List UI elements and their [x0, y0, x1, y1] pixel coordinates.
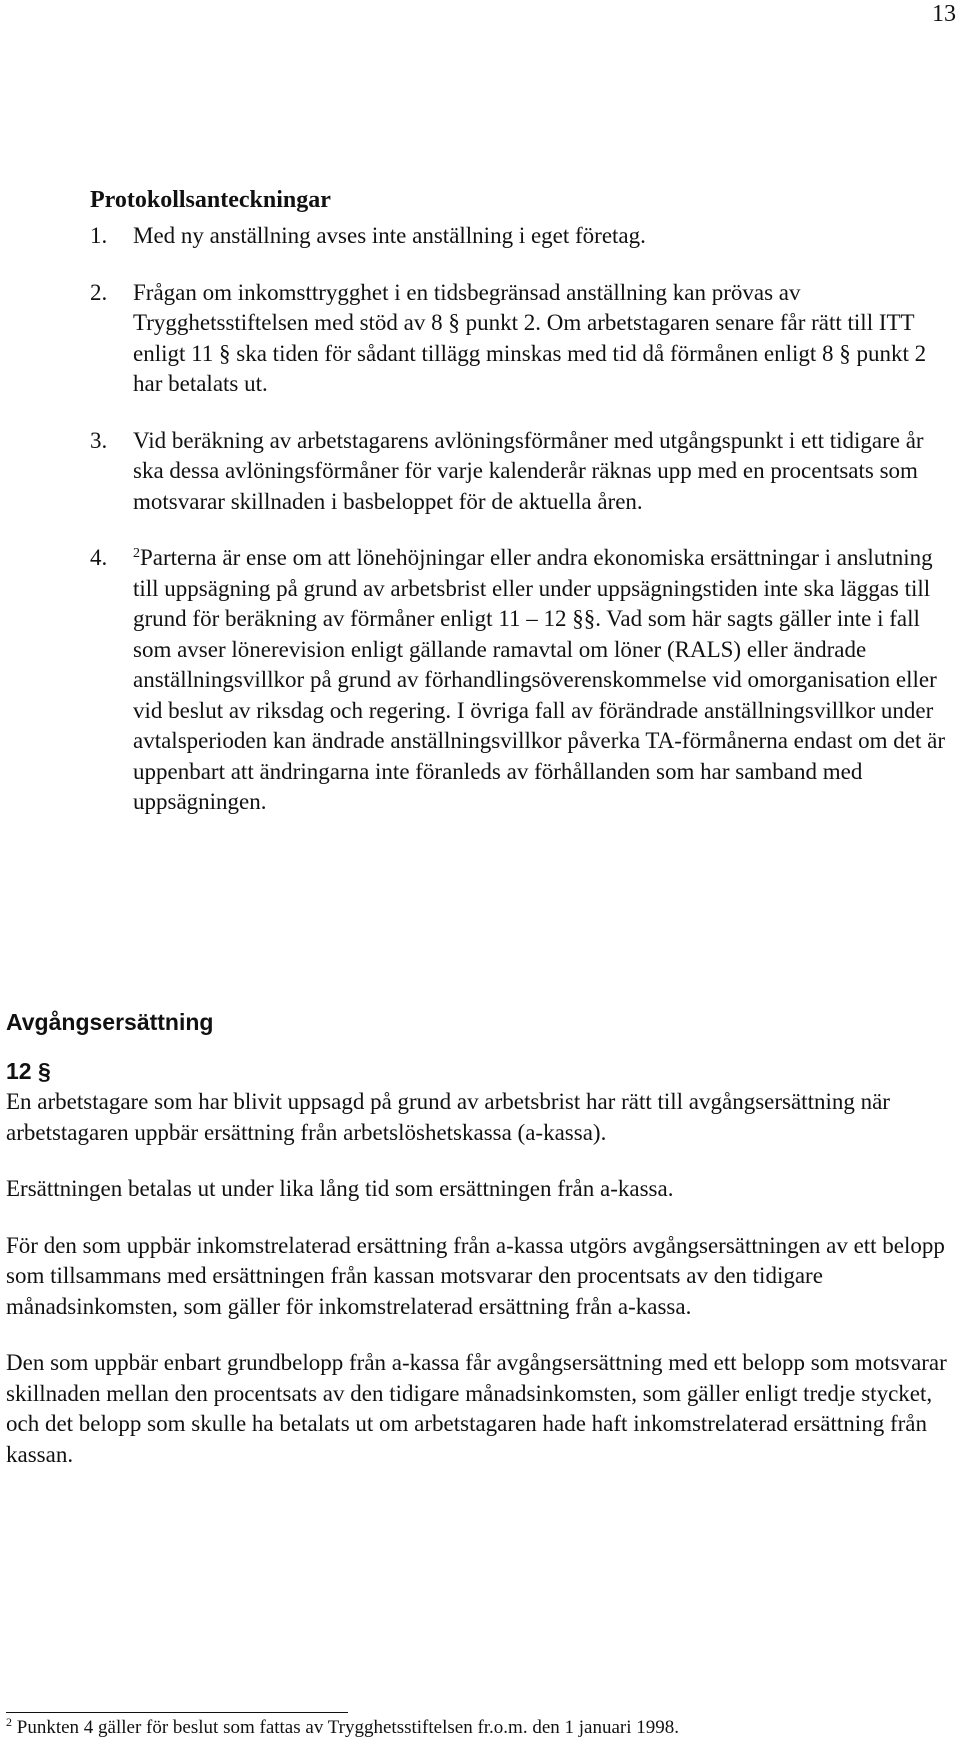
footnote-text: Punkten 4 gäller för beslut som fattas av Trygghetsstiftelsen fr.o.m. den 1 januari 1998. — [16, 1717, 680, 1738]
footnote-marker: 2 — [6, 1715, 12, 1729]
protocol-heading: Protokollsanteckningar — [90, 187, 331, 213]
item-text: Med ny anställning avses inte anställning i eget företag. — [133, 223, 646, 248]
protocol-notes — [90, 184, 950, 844]
item-number: 1. — [90, 223, 108, 248]
protocol-item-4 — [90, 543, 950, 818]
protocol-item-2 — [90, 278, 950, 400]
item-text-wrapper — [133, 543, 950, 818]
item-text: Frågan om inkomsttrygghet i en tidsbegränsad anställning kan prövas av Trygghetsstiftelsen med stöd av 8 § punkt 2. Om arbetstagaren senare får rätt till ITT enligt 11 § ska tiden för sådant tillägg minskas med tid då förmånen enligt 8 § punkt 2 har betalats ut. — [133, 279, 927, 396]
footnote — [6, 1716, 679, 1740]
item-text: Parterna är ense om att lönehöjningar eller andra ekonomiska ersättningar i anslutning till uppsägning på grund av arbetsbrist eller under uppsägningstiden inte ska läggas till grund för beräkning av förmåner enligt 11 – 12 §§. Vad som här sagts gäller inte i fall som avser lönerevision enligt gällande ramavtal om löner (RALS) eller ändrade anställningsvillkor på grund av förhandlingsöverenskommelse vid omorganisation eller vid beslut av riksdag och regering. I övriga fall av förändrade anställningsvillkor under avtalsperioden kan ändrade anställningsvillkor påverka TA-förmånerna endast om det är uppenbart att ändringarna inte föranleds av förhållanden som har samband med uppsägningen. — [133, 545, 946, 814]
footnote-reference: 2 — [133, 546, 140, 561]
item-number: 4. — [90, 545, 108, 570]
paragraph-number: 12 § — [6, 1058, 51, 1084]
item-number: 2. — [90, 279, 108, 305]
section-heading: Avgångsersättning — [6, 1009, 214, 1035]
page-number: 13 — [932, 1, 956, 27]
body-paragraph: Den som uppbär enbart grundbelopp från a-kassa får avgångsersättning med ett belopp som motsvarar skillnaden mellan den procentsats av den tidigare månadsinkomsten, som gäller enligt tredje stycket, och det belopp som skulle ha betalats ut om arbetstagaren hade haft inkomstrelaterad ersättning från kassan. — [6, 1350, 947, 1467]
severance-section — [6, 1007, 950, 1496]
protocol-item-1 — [90, 221, 950, 252]
protocol-item-3 — [90, 426, 950, 518]
body-paragraph: En arbetstagare som har blivit uppsagd på grund av arbetsbrist har rätt till avgångsersättning när arbetstagaren uppbär ersättning från arbetslöshetskassa (a-kassa). — [6, 1089, 890, 1145]
item-number: 3. — [90, 427, 108, 453]
footnote-divider — [6, 1712, 348, 1713]
body-paragraph: Ersättningen betalas ut under lika lång tid som ersättningen från a-kassa. — [6, 1176, 674, 1201]
body-paragraph: För den som uppbär inkomstrelaterad ersättning från a-kassa utgörs avgångsersättningen av ett belopp som tillsammans med ersättningen från kassan motsvarar den procentsats av den tidigare månadsinkomsten, som gäller för inkomstrelaterad ersättning från a-kassa. — [6, 1232, 945, 1319]
item-text: Vid beräkning av arbetstagarens avlöningsförmåner med utgångspunkt i ett tidigare år ska dessa avlöningsförmåner för varje kalenderår räknas upp med en procentsats som motsvarar skillnaden i basbeloppet för de aktuella åren. — [133, 427, 924, 514]
